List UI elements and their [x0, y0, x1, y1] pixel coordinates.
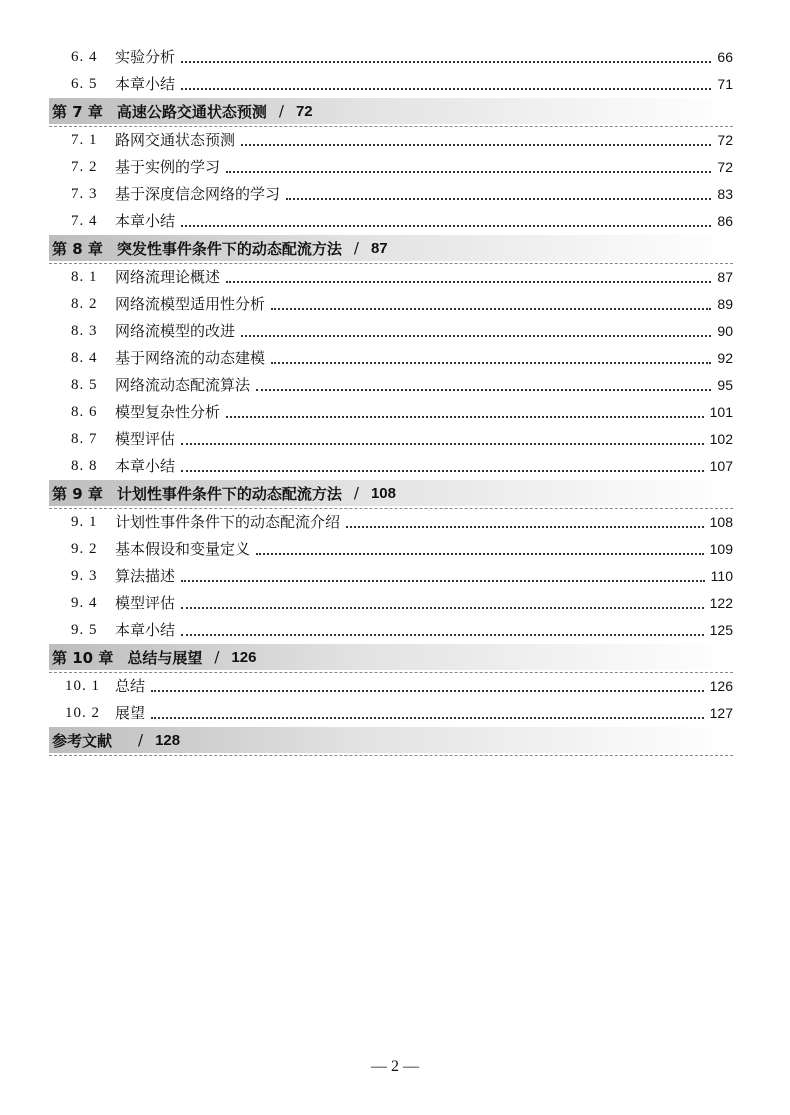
section-page-number: 108	[709, 514, 733, 530]
chapter-separator: /	[138, 731, 144, 749]
section-title: 基本假设和变量定义	[115, 540, 251, 558]
section-number: 8. 4	[71, 350, 98, 366]
dot-leader	[181, 60, 711, 63]
section-entry[interactable]	[49, 154, 733, 181]
section-number: 9. 4	[71, 595, 98, 611]
section-entry[interactable]	[49, 673, 733, 700]
section-page-number: 125	[709, 622, 733, 638]
chapter-title: 突发性事件条件下的动态配流方法	[116, 239, 342, 258]
dot-leader	[346, 525, 704, 528]
section-number: 6. 5	[71, 76, 98, 92]
chapter-separator: /	[214, 648, 220, 666]
section-number: 9. 3	[71, 568, 98, 584]
chapter-heading[interactable]	[49, 480, 733, 506]
section-title: 总结	[115, 677, 146, 695]
section-title: 本章小结	[115, 621, 176, 639]
section-entry[interactable]	[49, 509, 733, 536]
section-title: 路网交通状态预测	[115, 131, 236, 149]
section-page-number: 90	[717, 323, 733, 339]
section-entry[interactable]	[49, 71, 733, 98]
section-number: 7. 1	[71, 132, 98, 148]
section-title: 基于实例的学习	[115, 158, 221, 176]
section-entry[interactable]	[49, 700, 733, 727]
chapter-label: 第 7 章	[52, 102, 103, 121]
section-number: 8. 8	[71, 458, 98, 474]
chapter-label: 第 10 章	[52, 648, 114, 667]
section-title: 本章小结	[115, 75, 176, 93]
section-title: 网络流动态配流算法	[115, 376, 251, 394]
section-page-number: 101	[709, 404, 733, 420]
chapter-separator: /	[353, 484, 359, 502]
dot-leader	[241, 143, 711, 146]
section-entry[interactable]	[49, 617, 733, 644]
chapter-page-number: 87	[370, 239, 388, 257]
dot-leader	[181, 633, 704, 636]
section-entry[interactable]	[49, 563, 733, 590]
chapter-separator: /	[353, 239, 359, 257]
dot-leader	[271, 361, 711, 364]
page-number: — 2 —	[371, 1058, 419, 1075]
section-number: 8. 5	[71, 377, 98, 393]
section-number: 7. 3	[71, 186, 98, 202]
section-page-number: 71	[717, 76, 733, 92]
section-number: 10. 2	[65, 705, 100, 721]
section-page-number: 66	[717, 49, 733, 65]
chapter-title: 高速公路交通状态预测	[116, 102, 267, 121]
section-page-number: 122	[709, 595, 733, 611]
dot-leader	[151, 716, 704, 719]
section-title: 本章小结	[115, 212, 176, 230]
chapter-title: 总结与展望	[127, 648, 203, 667]
section-title: 网络流模型适用性分析	[115, 295, 266, 313]
section-entry[interactable]	[49, 399, 733, 426]
dot-leader	[256, 552, 704, 555]
dot-leader	[181, 579, 705, 582]
section-title: 模型评估	[115, 430, 176, 448]
chapter-separator: /	[278, 102, 284, 120]
chapter-heading[interactable]	[49, 98, 733, 124]
section-page-number: 72	[717, 159, 733, 175]
chapter-label: 第 9 章	[52, 484, 103, 503]
section-entry[interactable]	[49, 426, 733, 453]
section-title: 展望	[115, 704, 146, 722]
section-number: 6. 4	[71, 49, 98, 65]
section-number: 8. 3	[71, 323, 98, 339]
section-entry[interactable]	[49, 318, 733, 345]
table-of-contents	[49, 44, 733, 756]
chapter-title: 计划性事件条件下的动态配流方法	[116, 484, 342, 503]
dot-leader	[226, 280, 711, 283]
section-page-number: 87	[717, 269, 733, 285]
dot-leader	[151, 689, 704, 692]
chapter-label: 参考文献	[52, 731, 113, 750]
section-entry[interactable]	[49, 590, 733, 617]
section-title: 基于网络流的动态建模	[115, 349, 266, 367]
dot-leader	[181, 224, 711, 227]
section-title: 网络流模型的改进	[115, 322, 236, 340]
section-number: 9. 2	[71, 541, 98, 557]
section-page-number: 95	[717, 377, 733, 393]
section-entry[interactable]	[49, 372, 733, 399]
chapter-page-number: 126	[231, 648, 257, 666]
section-page-number: 89	[717, 296, 733, 312]
section-entry[interactable]	[49, 345, 733, 372]
chapter-heading[interactable]	[49, 727, 733, 753]
section-title: 算法描述	[115, 567, 176, 585]
section-page-number: 86	[717, 213, 733, 229]
section-number: 9. 5	[71, 622, 98, 638]
section-number: 7. 2	[71, 159, 98, 175]
section-entry[interactable]	[49, 291, 733, 318]
dot-leader	[181, 469, 704, 472]
chapter-heading[interactable]	[49, 235, 733, 261]
dot-leader	[181, 442, 704, 445]
chapter-heading[interactable]	[49, 644, 733, 670]
section-entry[interactable]	[49, 536, 733, 563]
dot-leader	[241, 334, 711, 337]
section-entry[interactable]	[49, 181, 733, 208]
section-page-number: 109	[709, 541, 733, 557]
section-title: 基于深度信念网络的学习	[115, 185, 281, 203]
chapter-label: 第 8 章	[52, 239, 103, 258]
section-page-number: 110	[710, 568, 733, 584]
section-page-number: 102	[709, 431, 733, 447]
section-title: 网络流理论概述	[115, 268, 221, 286]
section-number: 9. 1	[71, 514, 98, 530]
section-number: 8. 1	[71, 269, 98, 285]
section-page-number: 126	[709, 678, 733, 694]
section-page-number: 107	[709, 458, 733, 474]
chapter-page-number: 108	[370, 484, 396, 502]
section-number: 10. 1	[65, 678, 100, 694]
section-page-number: 92	[717, 350, 733, 366]
section-number: 7. 4	[71, 213, 98, 229]
section-title: 计划性事件条件下的动态配流介绍	[115, 513, 341, 531]
dot-leader	[226, 170, 711, 173]
section-entry[interactable]	[49, 208, 733, 235]
dot-leader	[181, 87, 711, 90]
dot-leader	[271, 307, 711, 310]
section-number: 8. 2	[71, 296, 98, 312]
dot-leader	[181, 606, 704, 609]
section-page-number: 83	[717, 186, 733, 202]
section-title: 模型复杂性分析	[115, 403, 221, 421]
dot-leader	[286, 197, 711, 200]
chapter-page-number: 72	[295, 102, 313, 120]
dot-leader	[256, 388, 711, 391]
dot-leader	[226, 415, 704, 418]
section-title: 本章小结	[115, 457, 176, 475]
section-title: 模型评估	[115, 594, 176, 612]
section-entry[interactable]	[49, 453, 733, 480]
section-title: 实验分析	[115, 48, 176, 66]
section-page-number: 72	[717, 132, 733, 148]
section-number: 8. 7	[71, 431, 98, 447]
section-page-number: 127	[709, 705, 733, 721]
section-entry[interactable]	[49, 127, 733, 154]
section-number: 8. 6	[71, 404, 98, 420]
section-entry[interactable]	[49, 264, 733, 291]
section-entry[interactable]	[49, 44, 733, 71]
chapter-page-number: 128	[155, 731, 181, 749]
